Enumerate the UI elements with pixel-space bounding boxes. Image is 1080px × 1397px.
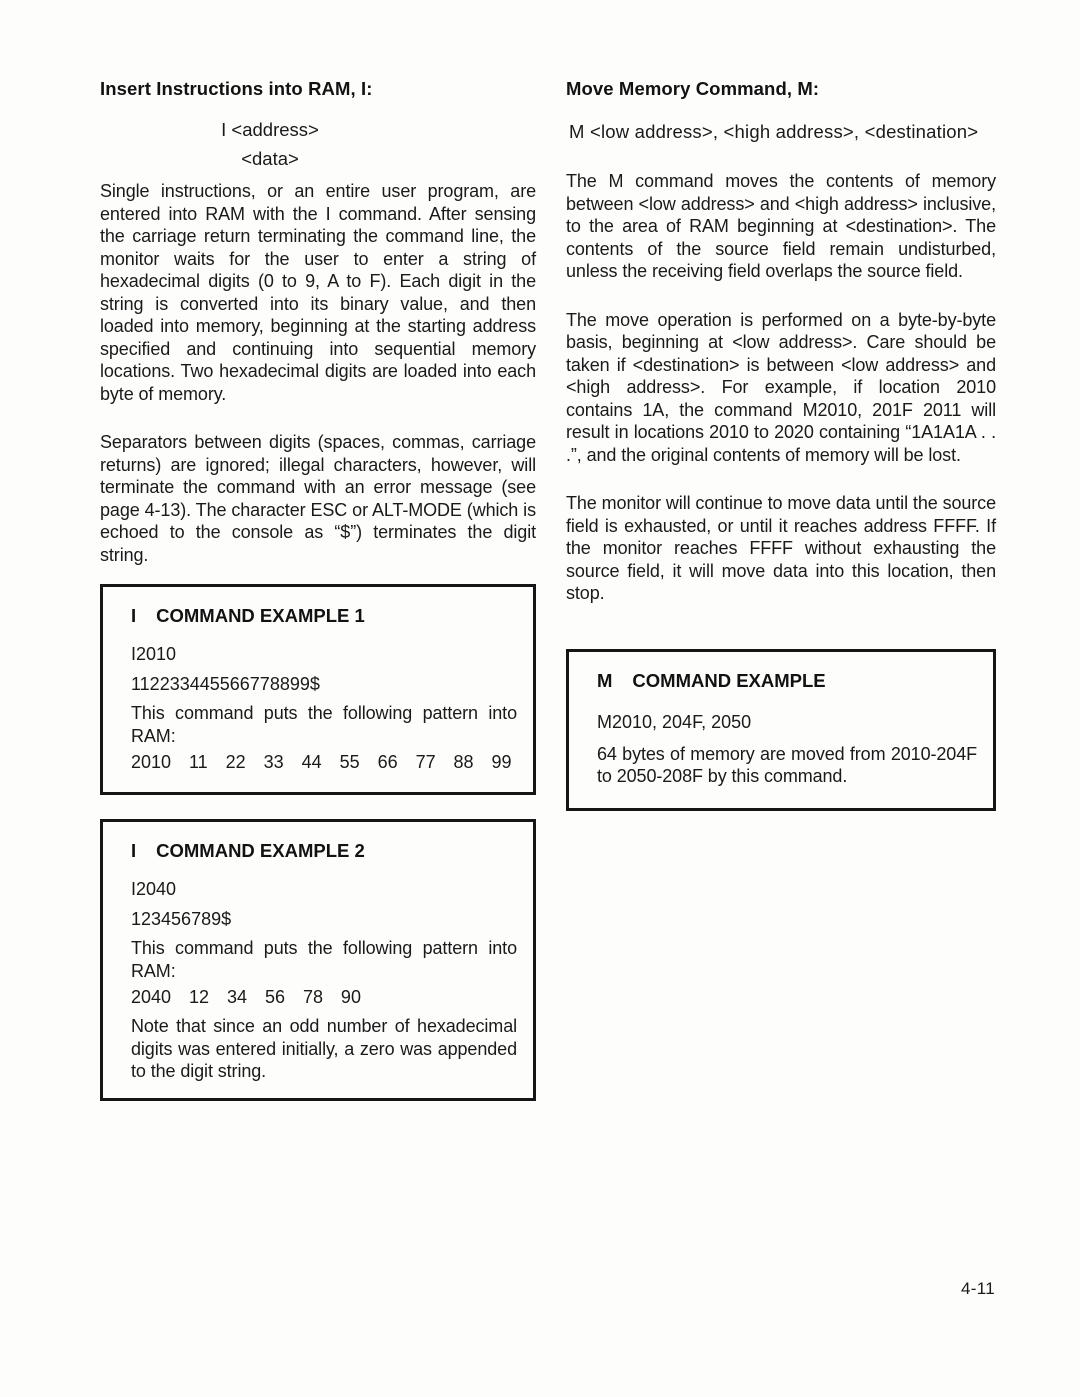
example-2-description: This command puts the following pattern into RAM:: [131, 938, 517, 981]
move-description-paragraph: The M command moves the contents of memory between <low address> and <high address> inclusive, to the area of RAM beginning at <destination>. The contents of the source field remain undisturbed, unless the receiving field overlaps the source field.: [566, 171, 996, 281]
example-1-command: I2010: [131, 644, 177, 664]
example-title-text: COMMAND EXAMPLE 1: [156, 605, 365, 626]
example-2-memory-pattern: 2040 12 34 56 78 90: [131, 987, 361, 1007]
i-command-example-1-box: [100, 584, 536, 795]
insert-description-paragraph: Single instructions, or an entire user program, are entered into RAM with the I command. After sensing the carriage return terminating the command line, the monitor waits for the user to enter a string of hexadecimal digits (0 to 9, A to F). Each digit in the string is converted into its binary value, and then loaded into memory, beginning at the starting address specified and continuing into sequential memory locations. Two hexadecimal digits are loaded into each byte of memory.: [100, 181, 536, 404]
left-column: [100, 78, 536, 1101]
page-number: 4-11: [961, 1279, 995, 1298]
example-1-memory-pattern: 2010 11 22 33 44 55 66 77 88 99: [131, 752, 512, 772]
m-example-title: [597, 670, 977, 692]
i-command-syntax: [100, 115, 536, 173]
example-title-text: COMMAND EXAMPLE: [632, 669, 826, 691]
syntax-data-line: <data>: [241, 148, 299, 169]
right-column: [566, 78, 996, 811]
example-1-description: This command puts the following pattern into RAM:: [131, 703, 517, 746]
section-heading-insert-ram: Insert Instructions into RAM, I:: [100, 78, 373, 99]
syntax-address-line: I <address>: [221, 119, 319, 140]
example-2-command: I2040: [131, 879, 177, 899]
command-letter: M: [597, 669, 613, 691]
separators-paragraph: Separators between digits (spaces, commas, carriage returns) are ignored; illegal characters, however, will terminate the command with an error message (see page 4-13). The character ESC or ALT-MODE (which is echoed to the console as “$”) terminates the digit string.: [100, 432, 536, 565]
monitor-behavior-paragraph: The monitor will continue to move data until the source field is exhausted, or until it reaches address FFFF. If the monitor reaches FFFF without exhausting the source field, it will move data into this location, then stop.: [566, 493, 996, 603]
example-title-text: COMMAND EXAMPLE 2: [156, 840, 365, 861]
section-heading-move-memory: Move Memory Command, M:: [566, 78, 820, 99]
example-1-title: [131, 605, 517, 627]
example-1-digit-string: 112233445566778899$: [131, 674, 320, 694]
m-command-example-box: [566, 649, 996, 811]
example-2-digit-string: 123456789$: [131, 909, 232, 929]
m-example-description: 64 bytes of memory are moved from 2010-204F to 2050-208F by this command.: [597, 743, 977, 786]
m-command-syntax: M <low address>, <high address>, <destination>: [569, 121, 979, 142]
move-operation-paragraph: The move operation is performed on a byte-by-byte basis, beginning at <low address>. Care should be taken if <destination> is between <low address> and <high address>. For example, if location 2010 contains 1A, the command M2010, 201F 2011 will result in locations 2010 to 2020 containing “1A1A1A . . .”, and the original contents of memory will be lost.: [566, 309, 996, 465]
example-2-title: [131, 840, 517, 862]
example-2-note: Note that since an odd number of hexadecimal digits was entered initially, a zero was appended to the digit string.: [131, 1016, 517, 1081]
m-example-command: M2010, 204F, 2050: [597, 711, 752, 732]
command-letter: I: [131, 605, 137, 626]
i-command-example-2-box: [100, 819, 536, 1101]
command-letter: I: [131, 840, 137, 861]
